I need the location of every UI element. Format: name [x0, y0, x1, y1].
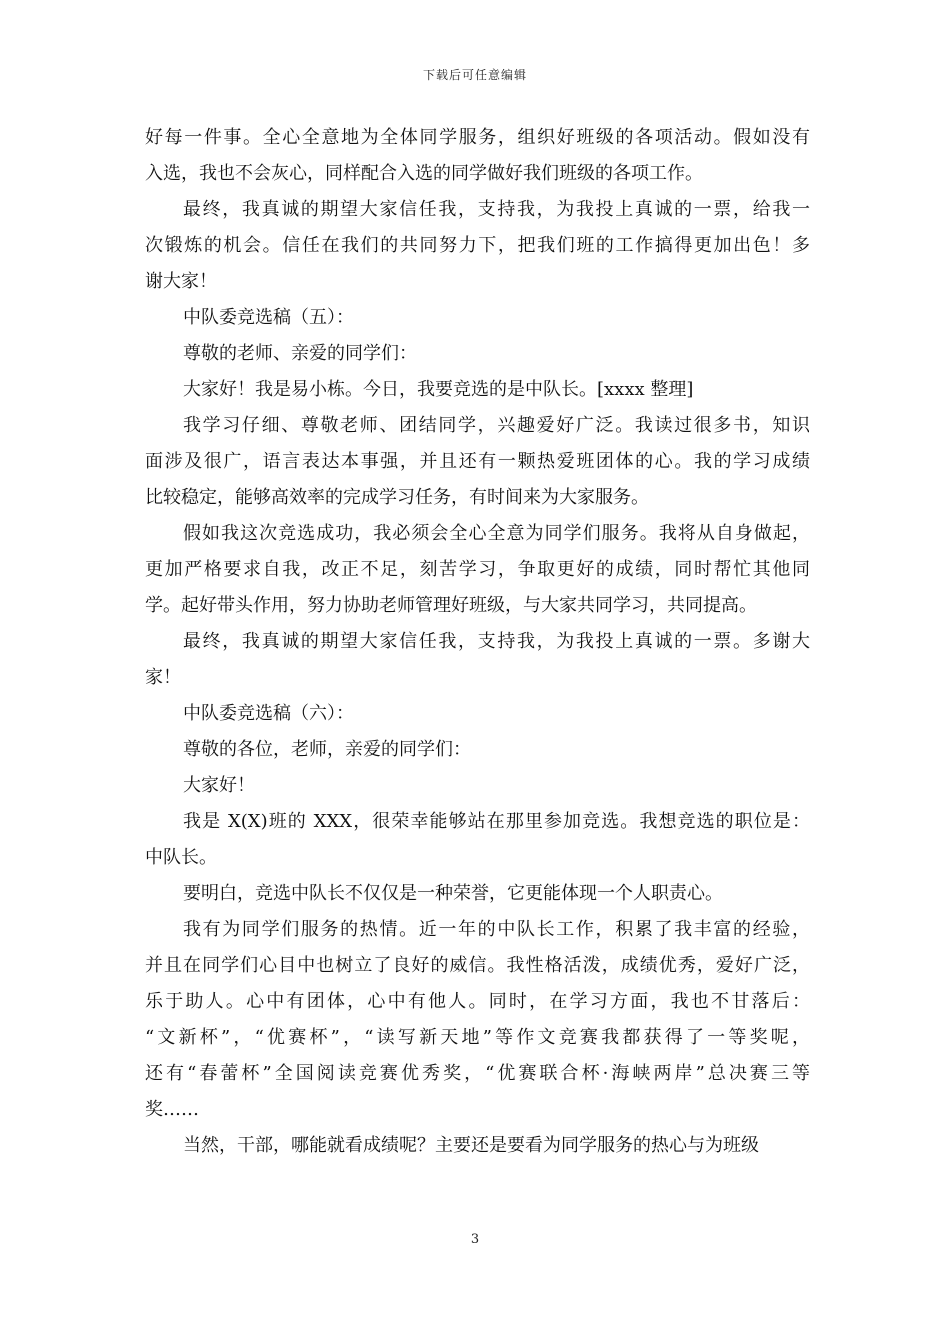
paragraph	[145, 876, 810, 912]
paragraph-line: 好每一件事。全心全意地为全体同学服务，组织好班级的各项活动。假如没有	[145, 127, 810, 148]
paragraph-line: 学。起好带头作用，努力协助老师管理好班级，与大家共同学习，共同提高。	[145, 595, 757, 616]
paragraph-line: 奖……	[145, 1099, 199, 1120]
paragraph-line: 次锻炼的机会。信任在我们的共同努力下，把我们班的工作搞得更加出色！多	[145, 235, 810, 256]
paragraph-line: 尊敬的老师、亲爱的同学们：	[183, 343, 417, 364]
paragraph	[145, 372, 810, 408]
paragraph	[145, 120, 810, 192]
page-header-note: 下载后可任意编辑	[422, 68, 527, 82]
paragraph	[145, 516, 810, 624]
paragraph-line: 中队委竞选稿（六）：	[183, 703, 354, 724]
paragraph	[145, 192, 810, 300]
paragraph	[145, 768, 810, 804]
paragraph-line: 最终，我真诚的期望大家信任我，支持我，为我投上真诚的一票。多谢大	[183, 631, 810, 652]
paragraph	[145, 300, 810, 336]
paragraph-line: 要明白，竞选中队长不仅仅是一种荣誉，它更能体现一个人职责心。	[183, 883, 723, 904]
paragraph	[145, 696, 810, 732]
paragraph-line: 当然，干部，哪能就看成绩呢？主要还是要看为同学服务的热心与为班级	[183, 1135, 759, 1156]
paragraph	[145, 912, 810, 1128]
paragraph	[145, 624, 810, 696]
paragraph	[145, 408, 810, 516]
paragraph	[145, 336, 810, 372]
paragraph-line: 我有为同学们服务的热情。近一年的中队长工作，积累了我丰富的经验，	[183, 919, 810, 940]
paragraph	[145, 1128, 810, 1164]
paragraph-line: 大家好！我是易小栋。今日，我要竞选的是中队长。[xxxx 整理]	[183, 379, 694, 400]
paragraph	[145, 804, 810, 876]
paragraph-line: 我学习仔细、尊敬老师、团结同学，兴趣爱好广泛。我读过很多书，知识	[183, 415, 810, 436]
paragraph-line: 更加严格要求自我，改正不足，刻苦学习，争取更好的成绩，同时帮忙其他同	[145, 559, 810, 580]
paragraph-line: 尊敬的各位，老师，亲爱的同学们：	[183, 739, 471, 760]
paragraph-line: “文新杯”，“优赛杯”，“读写新天地”等作文竞赛我都获得了一等奖呢，	[145, 1027, 810, 1048]
paragraph-line: 假如我这次竞选成功，我必须会全心全意为同学们服务。我将从自身做起，	[183, 523, 810, 544]
paragraph	[145, 732, 810, 768]
paragraph-line: 大家好！	[183, 775, 255, 796]
paragraph-line: 还有“春蕾杯”全国阅读竞赛优秀奖，“优赛联合杯·海峡两岸”总决赛三等	[145, 1063, 810, 1084]
paragraph-line: 最终，我真诚的期望大家信任我，支持我，为我投上真诚的一票，给我一	[183, 199, 810, 220]
paragraph-line: 家！	[145, 667, 181, 688]
paragraph-line: 中队长。	[145, 847, 217, 868]
paragraph-line: 谢大家！	[145, 271, 217, 292]
paragraph-line: 乐于助人。心中有团体，心中有他人。同时，在学习方面，我也不甘落后：	[145, 991, 810, 1012]
page-number: 3	[470, 1232, 480, 1247]
paragraph-line: 比较稳定，能够高效率的完成学习任务，有时间来为大家服务。	[145, 487, 649, 508]
paragraph-line: 我是 X(X)班的 XXX，很荣幸能够站在那里参加竞选。我想竞选的职位是：	[183, 811, 810, 832]
paragraph-line: 并且在同学们心目中也树立了良好的威信。我性格活泼，成绩优秀，爱好广泛，	[145, 955, 810, 976]
paragraph-line: 入选，我也不会灰心，同样配合入选的同学做好我们班级的各项工作。	[145, 163, 703, 184]
paragraph-line: 面涉及很广，语言表达本事强，并且还有一颗热爱班团体的心。我的学习成绩	[145, 451, 810, 472]
document-body	[145, 120, 810, 1164]
paragraph-line: 中队委竞选稿（五）：	[183, 307, 354, 328]
